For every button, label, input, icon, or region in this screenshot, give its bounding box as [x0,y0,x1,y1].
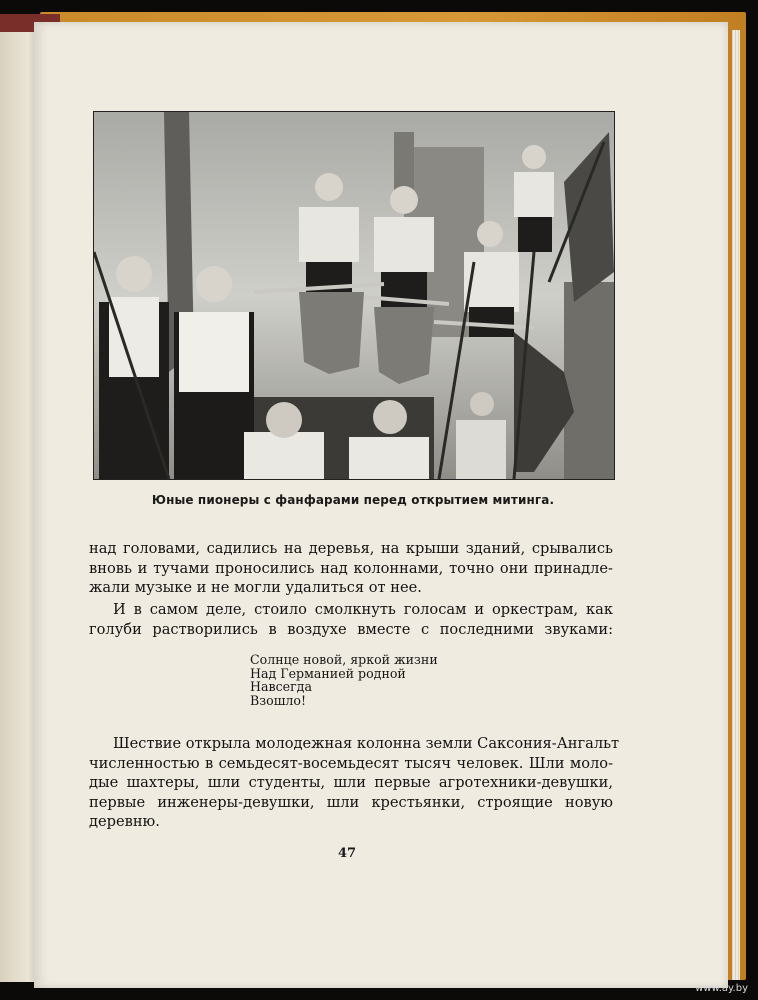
paragraph-2 [89,600,613,639]
photo-pioneers-fanfares [93,111,615,480]
poem-line: Солнце новой, яркой жизни [250,652,438,667]
paragraph-3 [89,734,620,832]
text-line: жали музыке и не могли удалиться от нее. [89,579,422,596]
poem-line: Над Германией родной [250,665,406,681]
watermark: www.ay.by [695,983,748,994]
paragraph-1 [89,539,613,598]
text-line: численностью в семьдесят-восемьдесят тысяч человек. Шли моло- [89,754,613,772]
page-number: 47 [337,846,357,861]
poem-verse [250,653,438,707]
text-line: Шествие открыла молодежная колонна земли Саксония-Ангальт [113,735,620,752]
text-line: дые шахтеры, шли студенты, шли первые агротехники-девушки, [89,774,613,791]
page-edges [732,30,740,980]
text-line: голуби растворились в воздухе вместе с последними звуками: [89,620,613,638]
photo-caption: Юные пионеры с фанфарами перед открытием митинга. [151,493,555,507]
photo-illustration [94,112,614,479]
text-line: вновь и тучами проносились над колоннами, точно они принадле- [89,559,613,577]
poem-line: Взошло! [250,692,307,708]
text-line: над головами, садились на деревья, на крыши зданий, срывались [89,540,613,557]
text-line: деревню. [89,813,160,830]
poem-line: Навсегда [250,679,312,695]
text-line: первые инженеры-девушки, шли крестьянки, строящие новую [89,793,613,811]
text-line: И в самом деле, стоило смолкнуть голосам и оркестрам, как [113,601,613,618]
